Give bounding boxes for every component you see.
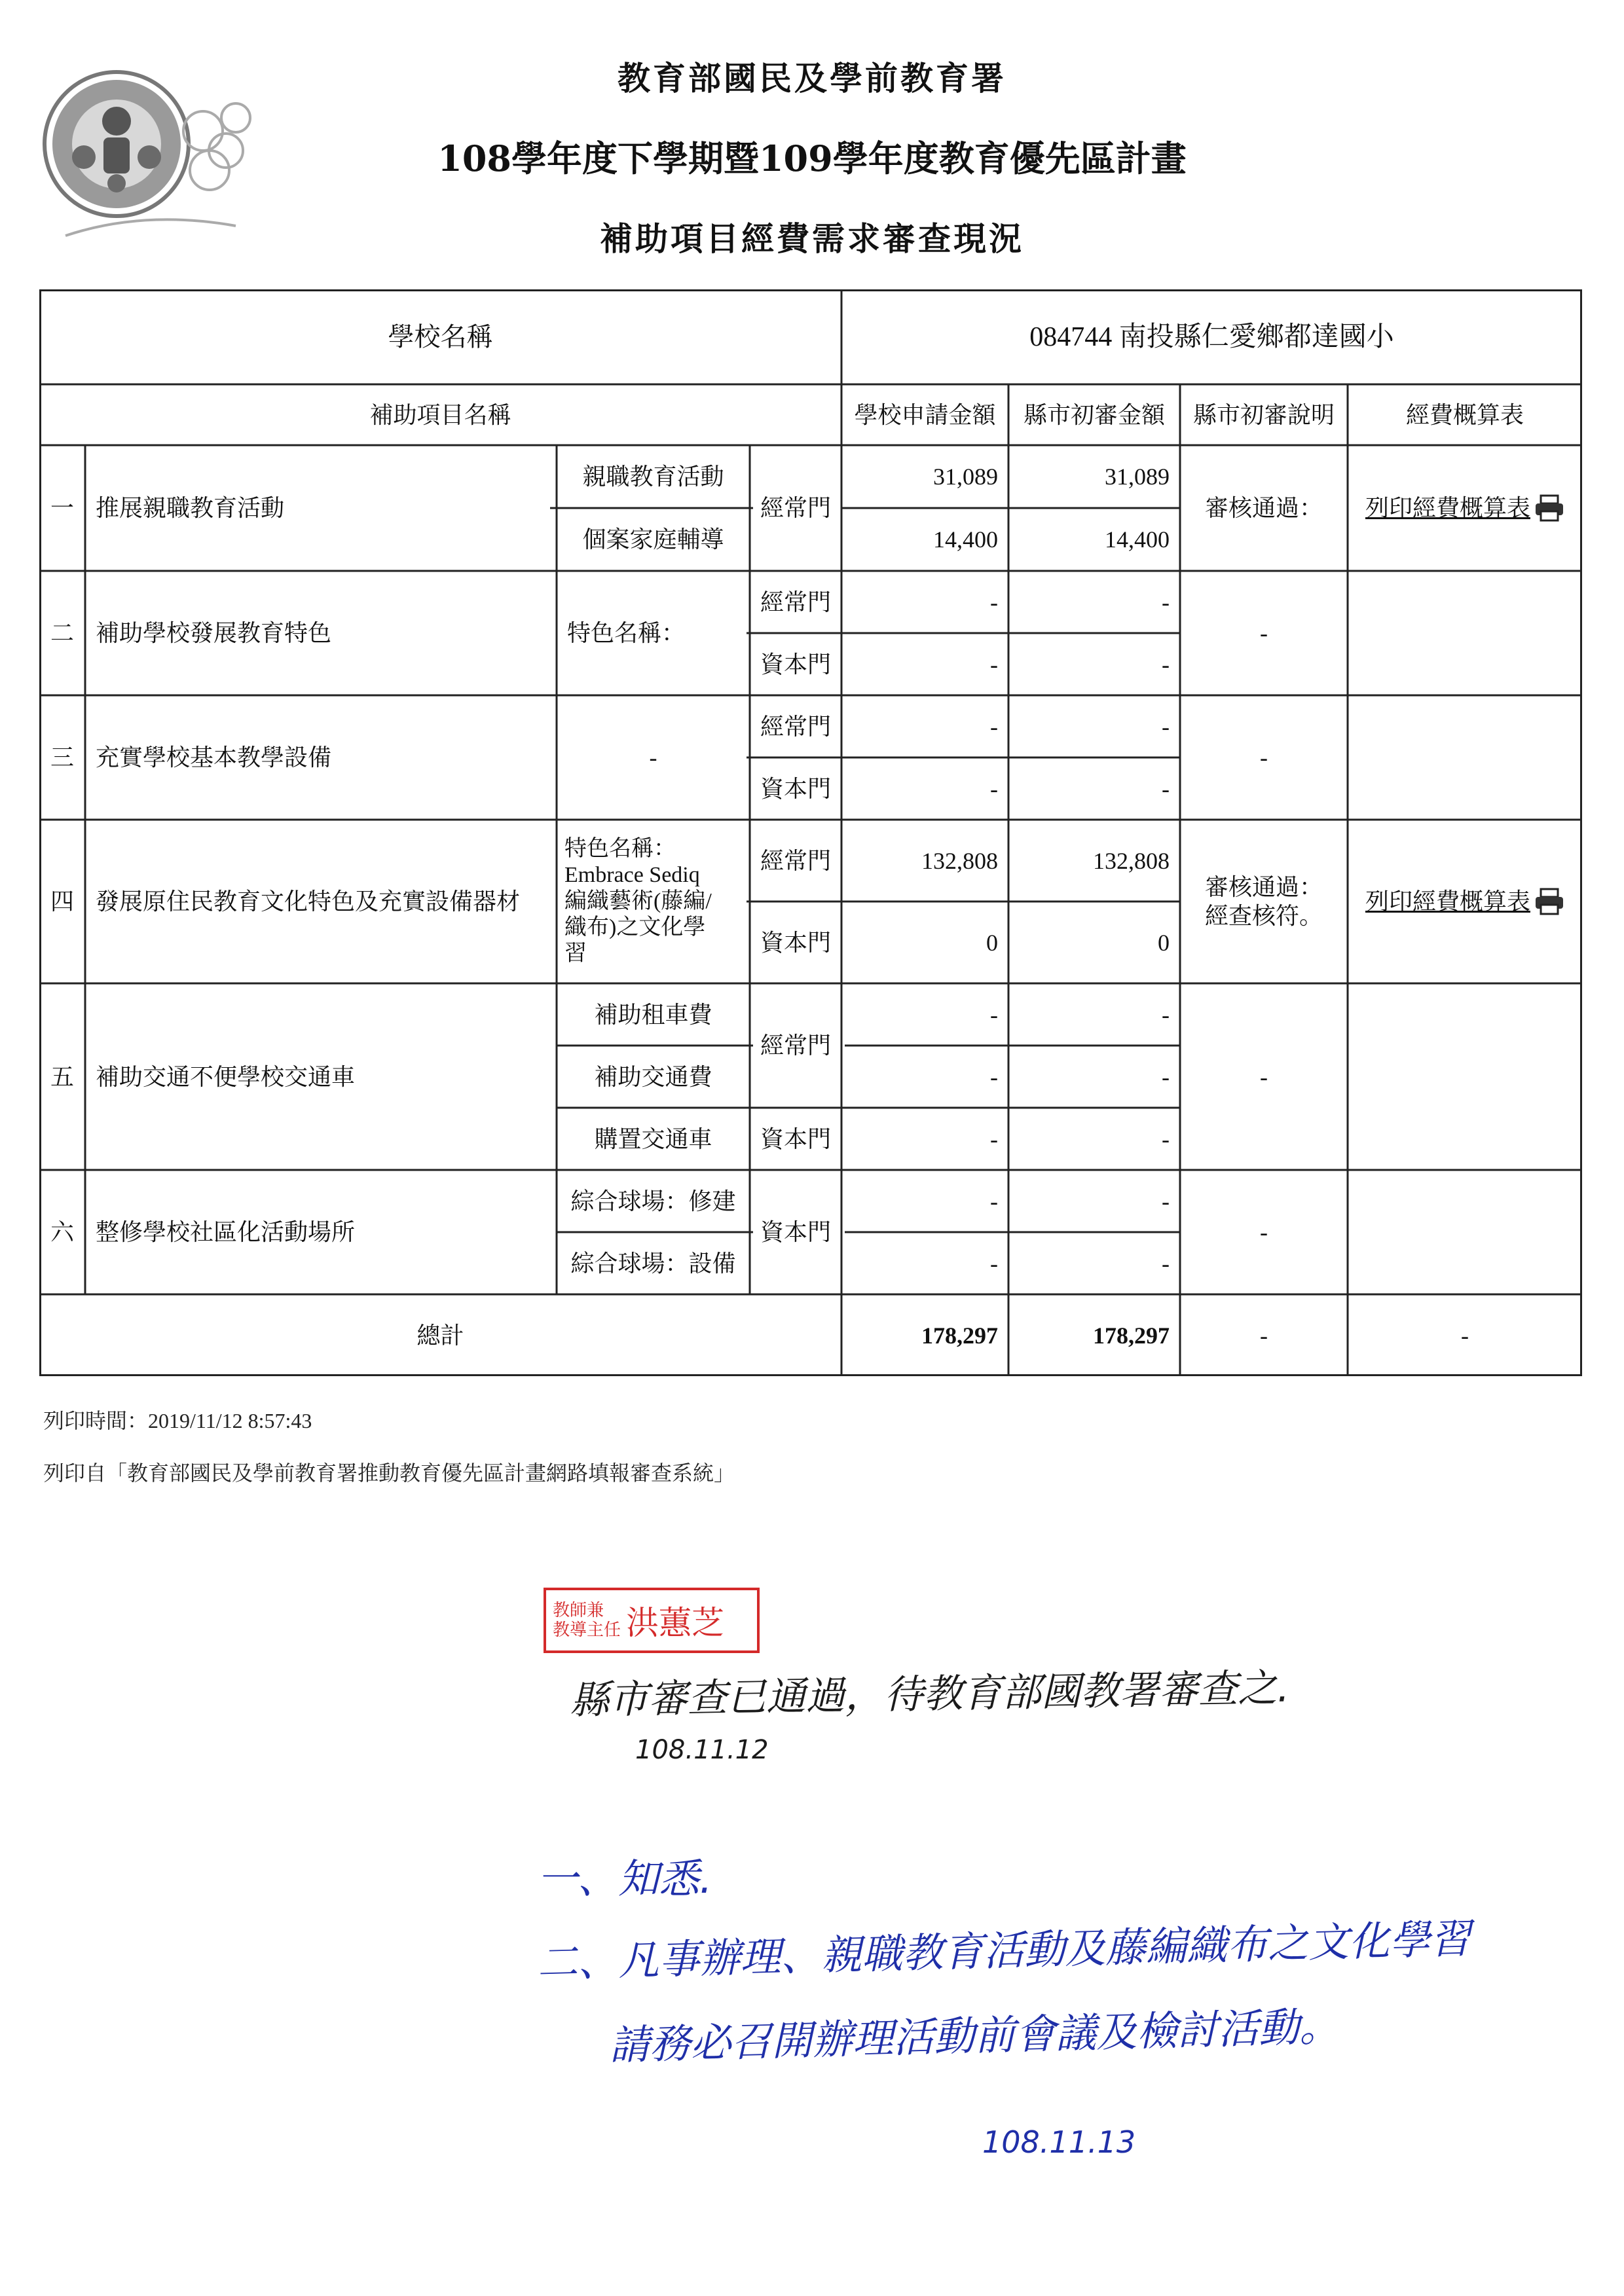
handwritten-review-note: 縣市審查已通過，待教育部國教署審查之.	[569, 1665, 1290, 1724]
row2-type2: 資本門	[760, 651, 831, 678]
row3-type2: 資本門	[760, 775, 831, 802]
col-reviewed-amount: 縣市初審金額	[1023, 401, 1165, 428]
row4-item-name: 發展原住民教育文化特色及充實設備器材	[96, 888, 521, 915]
row6-sub1: 綜合球場：修建	[570, 1188, 736, 1214]
row2-number: 二	[50, 620, 74, 646]
handwritten-instruction-3: 請務必召開辦理活動前會議及檢討活動。	[608, 2002, 1340, 2069]
row4-feature	[557, 820, 750, 983]
printer-icon[interactable]	[1534, 888, 1564, 915]
handwritten-instruction-1: 一、知悉.	[537, 1855, 712, 1903]
row2-applied-1: -	[990, 589, 998, 615]
col-review-note: 縣市初審說明	[1192, 401, 1335, 428]
total-note: -	[1260, 1322, 1268, 1349]
row5-sub3: 購置交通車	[594, 1125, 712, 1152]
row2-feature: 特色名稱：	[567, 620, 686, 646]
row5-applied-3: -	[990, 1125, 998, 1152]
row4-number: 四	[50, 888, 74, 915]
row5-reviewed-1: -	[1162, 1001, 1170, 1028]
row3-reviewed-2: -	[1162, 775, 1170, 802]
row4-review-note	[1180, 820, 1348, 983]
row6-item-name: 整修學校社區化活動場所	[96, 1219, 356, 1245]
row1-sub2: 個案家庭輔導	[582, 526, 724, 553]
print-budget-link[interactable]: 列印經費概算表	[1365, 495, 1530, 521]
row5-type1: 經常門	[760, 1032, 831, 1059]
row4-type2: 資本門	[760, 929, 831, 956]
row2-item-name: 補助學校發展教育特色	[96, 620, 332, 646]
row4-review-note-line1: 審核通過：	[1204, 874, 1323, 900]
row1-type: 經常門	[760, 495, 831, 521]
program-title: 108學年度下學期暨109學年度教育優先區計畫	[437, 137, 1187, 179]
row4-reviewed-2: 0	[1158, 929, 1170, 956]
row2-type1: 經常門	[760, 589, 831, 615]
row4-budget-link-cell[interactable]	[1348, 820, 1582, 983]
row6-applied-1: -	[990, 1188, 998, 1214]
row2-reviewed-2: -	[1162, 651, 1170, 678]
row1-applied-2: 14,400	[933, 526, 998, 553]
print-budget-link[interactable]: 列印經費概算表	[1365, 888, 1530, 915]
total-applied: 178,297	[921, 1322, 998, 1349]
row6-applied-2: -	[990, 1250, 998, 1277]
row4-feature-line4: 織布)之文化學	[564, 915, 706, 939]
row5-reviewed-2: -	[1162, 1063, 1170, 1090]
school-name-value: 084744 南投縣仁愛鄉都達國小	[1029, 321, 1394, 352]
col-applied-amount: 學校申請金額	[854, 401, 996, 428]
stamp-title-line1: 教師兼	[553, 1601, 604, 1620]
row6-reviewed-2: -	[1162, 1250, 1170, 1277]
row1-sub1: 親職教育活動	[582, 464, 724, 490]
red-seal-stamp	[544, 1588, 760, 1653]
school-name-label: 學校名稱	[388, 321, 493, 352]
row5-reviewed-3: -	[1162, 1125, 1170, 1152]
row4-feature-line2: Embrace Sediq	[564, 863, 700, 887]
col-budget-sheet: 經費概算表	[1405, 401, 1524, 428]
row1-item-name: 推展親職教育活動	[96, 495, 285, 521]
row1-budget-link-cell[interactable]	[1348, 445, 1582, 571]
row1-review-note: 審核通過：	[1204, 495, 1323, 521]
budget-review-table	[39, 289, 1582, 1376]
row5-number: 五	[50, 1063, 74, 1090]
row5-applied-2: -	[990, 1063, 998, 1090]
row3-reviewed-1: -	[1162, 713, 1170, 740]
row4-feature-line1: 特色名稱：	[564, 837, 676, 861]
row5-item-name: 補助交通不便學校交通車	[96, 1063, 356, 1090]
stamp-name: 洪蕙芝	[626, 1604, 725, 1642]
stamp-title-line2: 教導主任	[553, 1620, 621, 1640]
row3-review-note: -	[1260, 744, 1268, 771]
row2-reviewed-1: -	[1162, 589, 1170, 615]
row5-review-note: -	[1260, 1063, 1268, 1090]
row4-applied-1: 132,808	[921, 847, 998, 874]
row3-feature: -	[649, 744, 657, 771]
row2-applied-2: -	[990, 651, 998, 678]
row4-feature-line5: 習	[564, 941, 587, 966]
row5-type2: 資本門	[760, 1125, 831, 1152]
row4-applied-2: 0	[986, 929, 998, 956]
row5-sub2: 補助交通費	[594, 1063, 712, 1090]
row4-review-note-line2: 經查核符。	[1204, 903, 1323, 929]
row3-number: 三	[50, 744, 74, 771]
row4-type1: 經常門	[760, 847, 831, 874]
row6-review-note: -	[1260, 1219, 1268, 1245]
row3-type1: 經常門	[760, 713, 831, 740]
handwritten-instruction-2: 二、凡事辦理、親職教育活動及藤編織布之文化學習	[536, 1914, 1471, 1987]
row4-reviewed-1: 132,808	[1093, 847, 1170, 874]
row1-number: 一	[50, 495, 74, 521]
handwritten-date-1: 108.11.12	[635, 1735, 769, 1765]
total-budget: -	[1461, 1322, 1469, 1349]
row1-reviewed-2: 14,400	[1105, 526, 1170, 553]
printer-icon[interactable]	[1534, 494, 1564, 522]
row4-feature-line3: 編織藝術(藤編/	[564, 889, 712, 913]
agency-title: 教育部國民及學前教育署	[618, 59, 1006, 98]
row5-applied-1: -	[990, 1001, 998, 1028]
report-subtitle: 補助項目經費需求審查現況	[600, 219, 1024, 258]
row1-reviewed-1: 31,089	[1105, 464, 1170, 490]
row3-applied-2: -	[990, 775, 998, 802]
row1-applied-1: 31,089	[933, 464, 998, 490]
handwritten-date-2: 108.11.13	[982, 2124, 1136, 2160]
row3-applied-1: -	[990, 713, 998, 740]
row2-review-note: -	[1260, 620, 1268, 646]
row5-sub1: 補助租車費	[594, 1001, 712, 1028]
row6-reviewed-1: -	[1162, 1188, 1170, 1214]
row3-item-name: 充實學校基本教學設備	[96, 744, 332, 771]
row6-type: 資本門	[760, 1219, 831, 1245]
col-item-name: 補助項目名稱	[369, 401, 511, 428]
row6-sub2: 綜合球場：設備	[570, 1250, 736, 1277]
print-time: 列印時間：2019/11/12 8:57:43	[43, 1409, 312, 1432]
row6-number: 六	[50, 1219, 74, 1245]
printed-from-system: 列印自「教育部國民及學前教育署推動教育優先區計畫網路填報審查系統」	[43, 1461, 735, 1485]
total-reviewed: 178,297	[1093, 1322, 1170, 1349]
total-label: 總計	[416, 1322, 464, 1349]
